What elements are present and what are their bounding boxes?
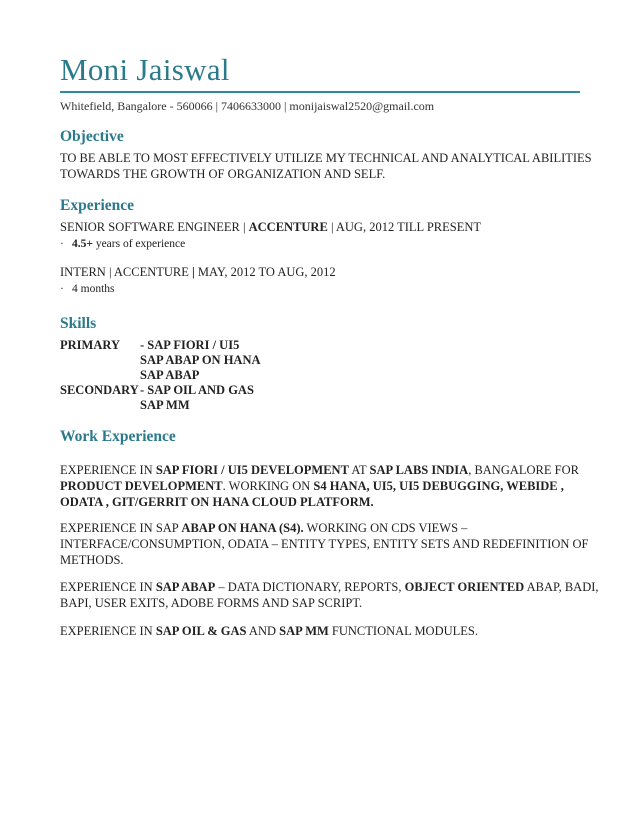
text-bold: PRODUCT DEVELOPMENT	[60, 479, 223, 493]
header-divider	[60, 91, 580, 93]
job1-line	[60, 220, 481, 235]
contact-line: Whitefield, Bangalore - 560066 | 7406633000 | monijaiswal2520@gmail.com	[60, 99, 435, 113]
bullet-dot: ·	[60, 238, 64, 250]
work-p2-line3: METHODS.	[60, 553, 124, 567]
text: FUNCTIONAL MODULES.	[328, 624, 478, 638]
text: AT	[348, 463, 370, 477]
job2-dates: MAY, 2012 TO AUG, 2012	[194, 265, 336, 279]
text: . WORKING ON	[222, 479, 314, 493]
job2-bullet	[60, 283, 115, 295]
work-experience-heading: Work Experience	[60, 428, 176, 445]
experience-heading: Experience	[60, 197, 135, 214]
job2-role: INTERN | ACCENTURE	[60, 265, 193, 279]
text: EXPERIENCE IN SAP	[60, 521, 182, 535]
text-bold: SAP ABAP	[155, 580, 216, 594]
candidate-name: Moni Jaiswal	[60, 52, 230, 87]
skills-primary-3: SAP ABAP	[140, 368, 200, 382]
work-p1-line1	[60, 463, 579, 478]
job1-dates: | AUG, 2012 TILL PRESENT	[327, 220, 482, 234]
objective-heading: Objective	[60, 128, 124, 145]
skills-secondary-label: SECONDARY	[60, 383, 139, 397]
text: ABAP, BADI,	[524, 580, 599, 594]
work-p2-line2: INTERFACE/CONSUMPTION, ODATA – ENTITY TYPES, ENTITY SETS AND REDEFINITION OF	[60, 537, 589, 551]
text-bold: SAP FIORI / UI5 DEVELOPMENT	[155, 463, 349, 477]
text-bold: SAP MM	[279, 624, 329, 638]
job2-line	[60, 265, 336, 280]
text-bold: SAP LABS INDIA	[369, 463, 469, 477]
text-bold: S4 HANA, UI5, UI5 DEBUGGING, WEBIDE ,	[313, 479, 564, 493]
work-p2-line1	[60, 521, 467, 536]
bullet-dot: ·	[60, 283, 64, 295]
skills-secondary-row	[60, 383, 254, 398]
job1-company: ACCENTURE	[248, 220, 328, 234]
work-p3-line2: BAPI, USER EXITS, ADOBE FORMS AND SAP SCRIPT.	[60, 596, 363, 610]
job2-sep: |	[192, 265, 195, 279]
skills-primary-1: - SAP FIORI / UI5	[140, 338, 240, 352]
skills-primary-label: PRIMARY	[60, 338, 120, 352]
text: – DATA DICTIONARY, REPORTS,	[215, 580, 405, 594]
text: EXPERIENCE IN	[60, 624, 156, 638]
text-bold: SAP OIL & GAS	[155, 624, 247, 638]
skills-secondary-2: SAP MM	[140, 398, 190, 412]
skills-primary-2: SAP ABAP ON HANA	[140, 353, 261, 367]
work-p1-line2	[60, 479, 564, 494]
text-bold: ABAP ON HANA (S4).	[181, 521, 304, 535]
work-p4-line1	[60, 624, 478, 639]
objective-line-1: TO BE ABLE TO MOST EFFECTIVELY UTILIZE MY TECHNICAL AND ANALYTICAL ABILITIES	[60, 151, 592, 165]
text-bold: ODATA , GIT/GERRIT ON HANA CLOUD PLATFORM.	[60, 495, 374, 509]
work-p1-line3	[60, 495, 374, 510]
job1-role: SENIOR SOFTWARE ENGINEER |	[60, 220, 249, 234]
text: EXPERIENCE IN	[60, 580, 156, 594]
skills-heading: Skills	[60, 315, 97, 332]
skills-secondary-1: - SAP OIL AND GAS	[140, 383, 254, 397]
text: , BANGALORE FOR	[468, 463, 579, 477]
text: WORKING ON CDS VIEWS –	[303, 521, 468, 535]
skills-primary-row	[60, 338, 239, 353]
text: EXPERIENCE IN	[60, 463, 156, 477]
job1-bullet-text: years of experience	[92, 238, 186, 250]
job1-bullet	[60, 238, 185, 250]
objective-line-2: TOWARDS THE GROWTH OF ORGANIZATION AND SELF.	[60, 167, 386, 181]
text: AND	[246, 624, 280, 638]
work-p3-line1	[60, 580, 599, 595]
text-bold: OBJECT ORIENTED	[404, 580, 525, 594]
job2-bullet-text: 4 months	[72, 283, 115, 295]
job1-bullet-bold: 4.5+	[72, 238, 93, 250]
